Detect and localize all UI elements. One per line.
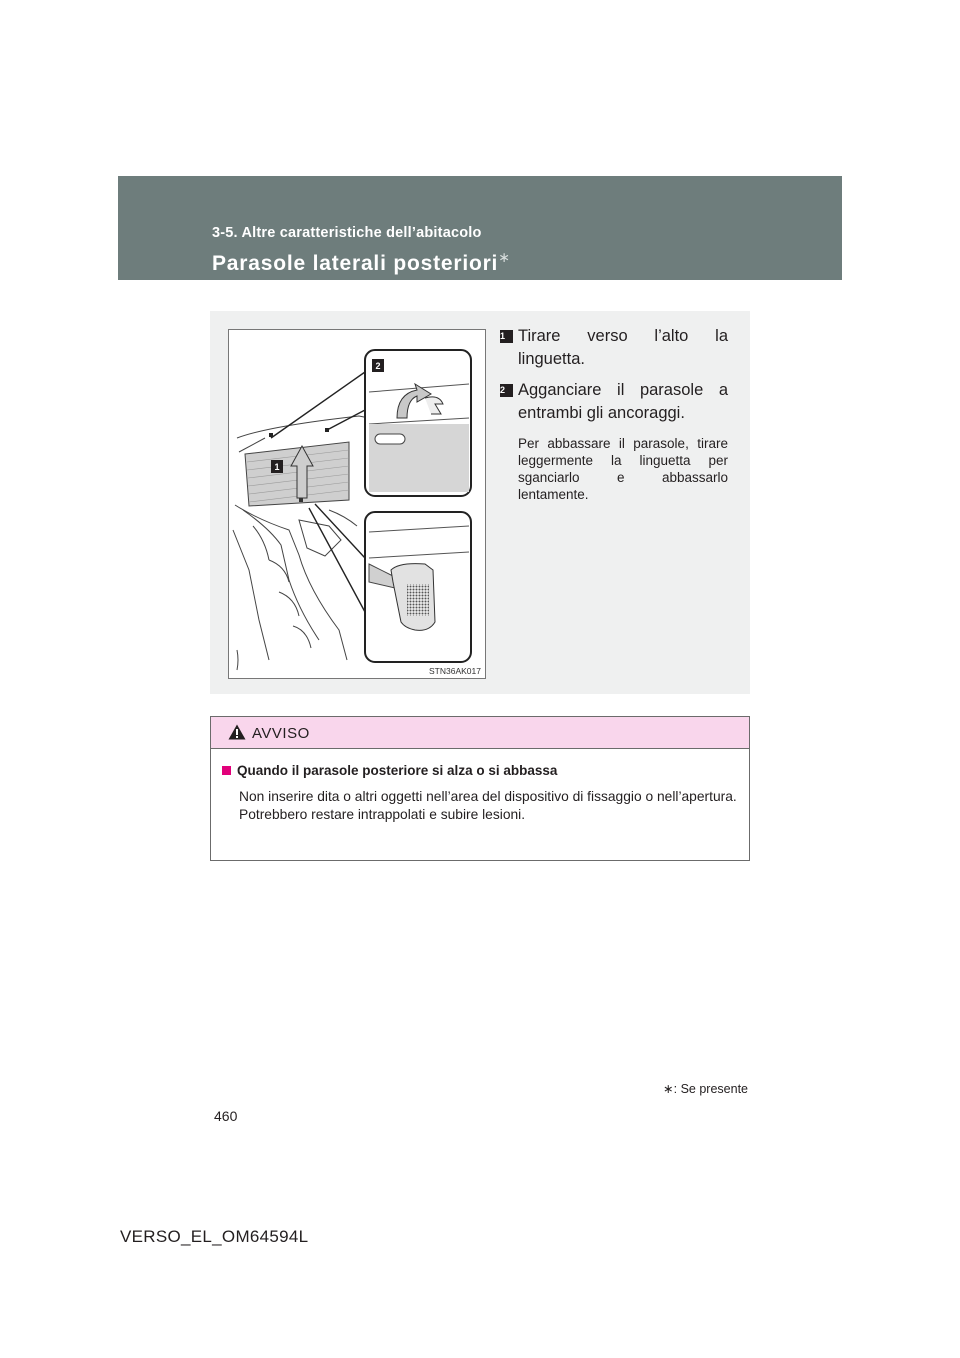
warning-subtitle	[222, 763, 557, 778]
warning-triangle-icon	[228, 724, 246, 740]
warning-body	[239, 788, 743, 824]
step-text: Tirare verso l’alto la linguetta.	[518, 327, 728, 368]
callout-2-label: 2	[375, 361, 381, 371]
callout-1-label: 1	[274, 462, 280, 472]
step-number-badge: 2	[500, 384, 513, 397]
footnote	[600, 1081, 748, 1096]
warning-title: AVVISO	[252, 725, 310, 742]
step-item	[500, 379, 728, 425]
sunshade-diagram-graphic	[229, 330, 485, 678]
step-number-badge: 1	[500, 330, 513, 343]
footnote-mark: ∗	[663, 1082, 674, 1096]
warning-text-1: Non inserire dita o altri oggetti nell’area del dispositivo di fissaggio o nell’apertura.	[239, 789, 737, 804]
warning-box	[210, 716, 750, 861]
document-code: VERSO_EL_OM64594L	[120, 1227, 309, 1246]
illustration-panel	[210, 311, 750, 694]
bullet-square-icon	[222, 766, 231, 775]
page-number: 460	[214, 1108, 238, 1124]
page-title	[212, 249, 511, 276]
section-label: 3-5. Altre caratteristiche dell’abitacolo	[212, 225, 482, 241]
lowering-note: Per abbassare il parasole, tirare leggermente la linguetta per sganciarlo e abbassarlo lentamente.	[518, 436, 728, 502]
warning-subtitle-text: Quando il parasole posteriore si alza o si abbassa	[237, 763, 558, 778]
sunshade-illustration	[228, 329, 486, 679]
title-footnote-mark: ∗	[498, 249, 511, 265]
illustration-code: STN36AK017	[429, 666, 481, 676]
footnote-text: : Se presente	[673, 1082, 748, 1096]
step-item	[500, 325, 728, 371]
instruction-steps	[500, 325, 728, 503]
warning-text-2: Potrebbero restare intrappolati e subire lesioni.	[239, 807, 526, 822]
section-header	[118, 176, 842, 280]
step-text: Agganciare il parasole a entrambi gli ancoraggi.	[518, 381, 728, 422]
warning-header	[211, 717, 749, 749]
page-title-text: Parasole laterali posteriori	[212, 252, 499, 275]
